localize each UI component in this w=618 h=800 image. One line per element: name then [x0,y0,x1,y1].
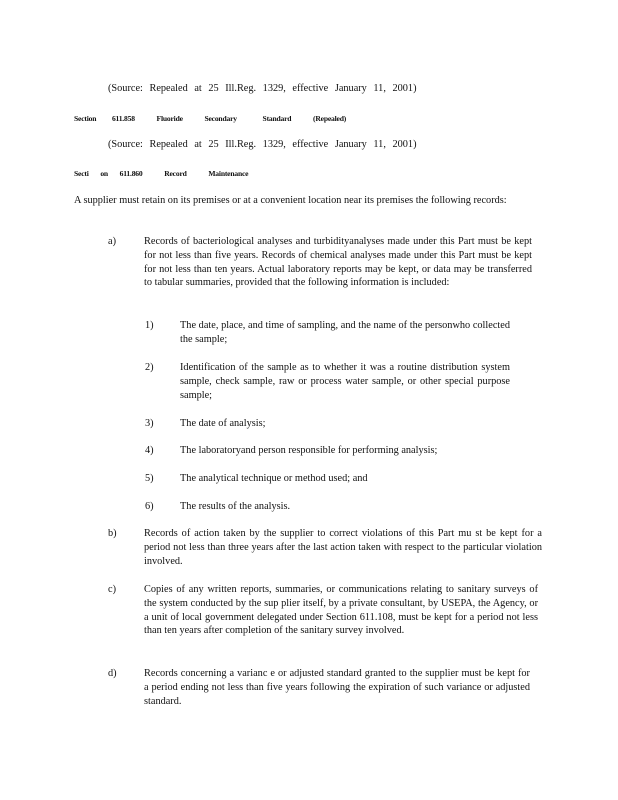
subitem-label: 2) [145,362,154,373]
subitem-text: Identification of the sample as to whether it was a routine distribution system sample, check sample, raw or process water sample, or other special purpose sample; [180,362,510,401]
section-heading-611-858 [74,112,346,126]
item-label: b) [108,528,117,539]
subitem-text: The date, place, and time of sampling, and the name of the personwho collected the sample; [180,320,510,345]
subitem-text: The analytical technique or method used; and [180,473,368,484]
section-title-word: (Repealed) [313,114,347,123]
subitem-label: 3) [145,418,154,429]
item-label: d) [108,668,117,679]
section-title-word: Secondary [204,114,237,123]
section-word: Section [74,114,97,123]
section-heading-611-860 [74,167,248,181]
item-label: a) [108,236,116,247]
section-word-fragment: on [100,169,108,178]
section-word: Secti [74,169,89,178]
subitem-label: 4) [145,445,154,456]
item-text: Copies of any written reports, summaries, or communications relating to sanitary surveys of the system conducted by the sup plier itself, by a private consultant, by USEPA, the Agency, or a unit of local government delegated under Section 611.108, must be kept for a period not less than ten years after completion of the sanitary survey involved. [144,584,538,637]
section-number: 611.858 [111,114,135,123]
source-note-611-858: (Source: Repealed at 25 Ill.Reg. 1329, effective January 11, 2001) [108,83,417,94]
intro-paragraph: A supplier must retain on its premises or at a convenient location near its premises the following records: [74,195,507,206]
subitem-text: The laboratoryand person responsible for performing analysis; [180,445,438,456]
subitem-label: 5) [145,473,154,484]
section-number: 611.860 [119,169,143,178]
subitem-text: The date of analysis; [180,418,266,429]
section-title-word: Fluoride [156,114,183,123]
source-note-repeat: (Source: Repealed at 25 Ill.Reg. 1329, effective January 11, 2001) [108,139,417,150]
item-text: Records of action taken by the supplier to correct violations of this Part mu st be kept for a period not less than three years after the last action taken with respect to the particular violation involved. [144,528,542,567]
subitem-label: 1) [145,320,154,331]
item-label: c) [108,584,116,595]
section-title-word: Record [164,169,187,178]
subitem-text: The results of the analysis. [180,501,291,512]
section-title-word: Maintenance [208,169,249,178]
subitem-label: 6) [145,501,154,512]
item-text: Records concerning a varianc e or adjusted standard granted to the supplier must be kept for a period ending not less than five years following the expiration of such variance or adjusted standard. [144,668,530,707]
section-title-word: Standard [262,114,292,123]
item-text: Records of bacteriological analyses and turbidityanalyses made under this Part must be kept for not less than five years. Records of chemical analyses made under this Part must be kept for not less than ten years. Actual laboratory reports may be kept, or data may be transferred to tabular summaries, provided that the following information is included: [144,236,532,289]
